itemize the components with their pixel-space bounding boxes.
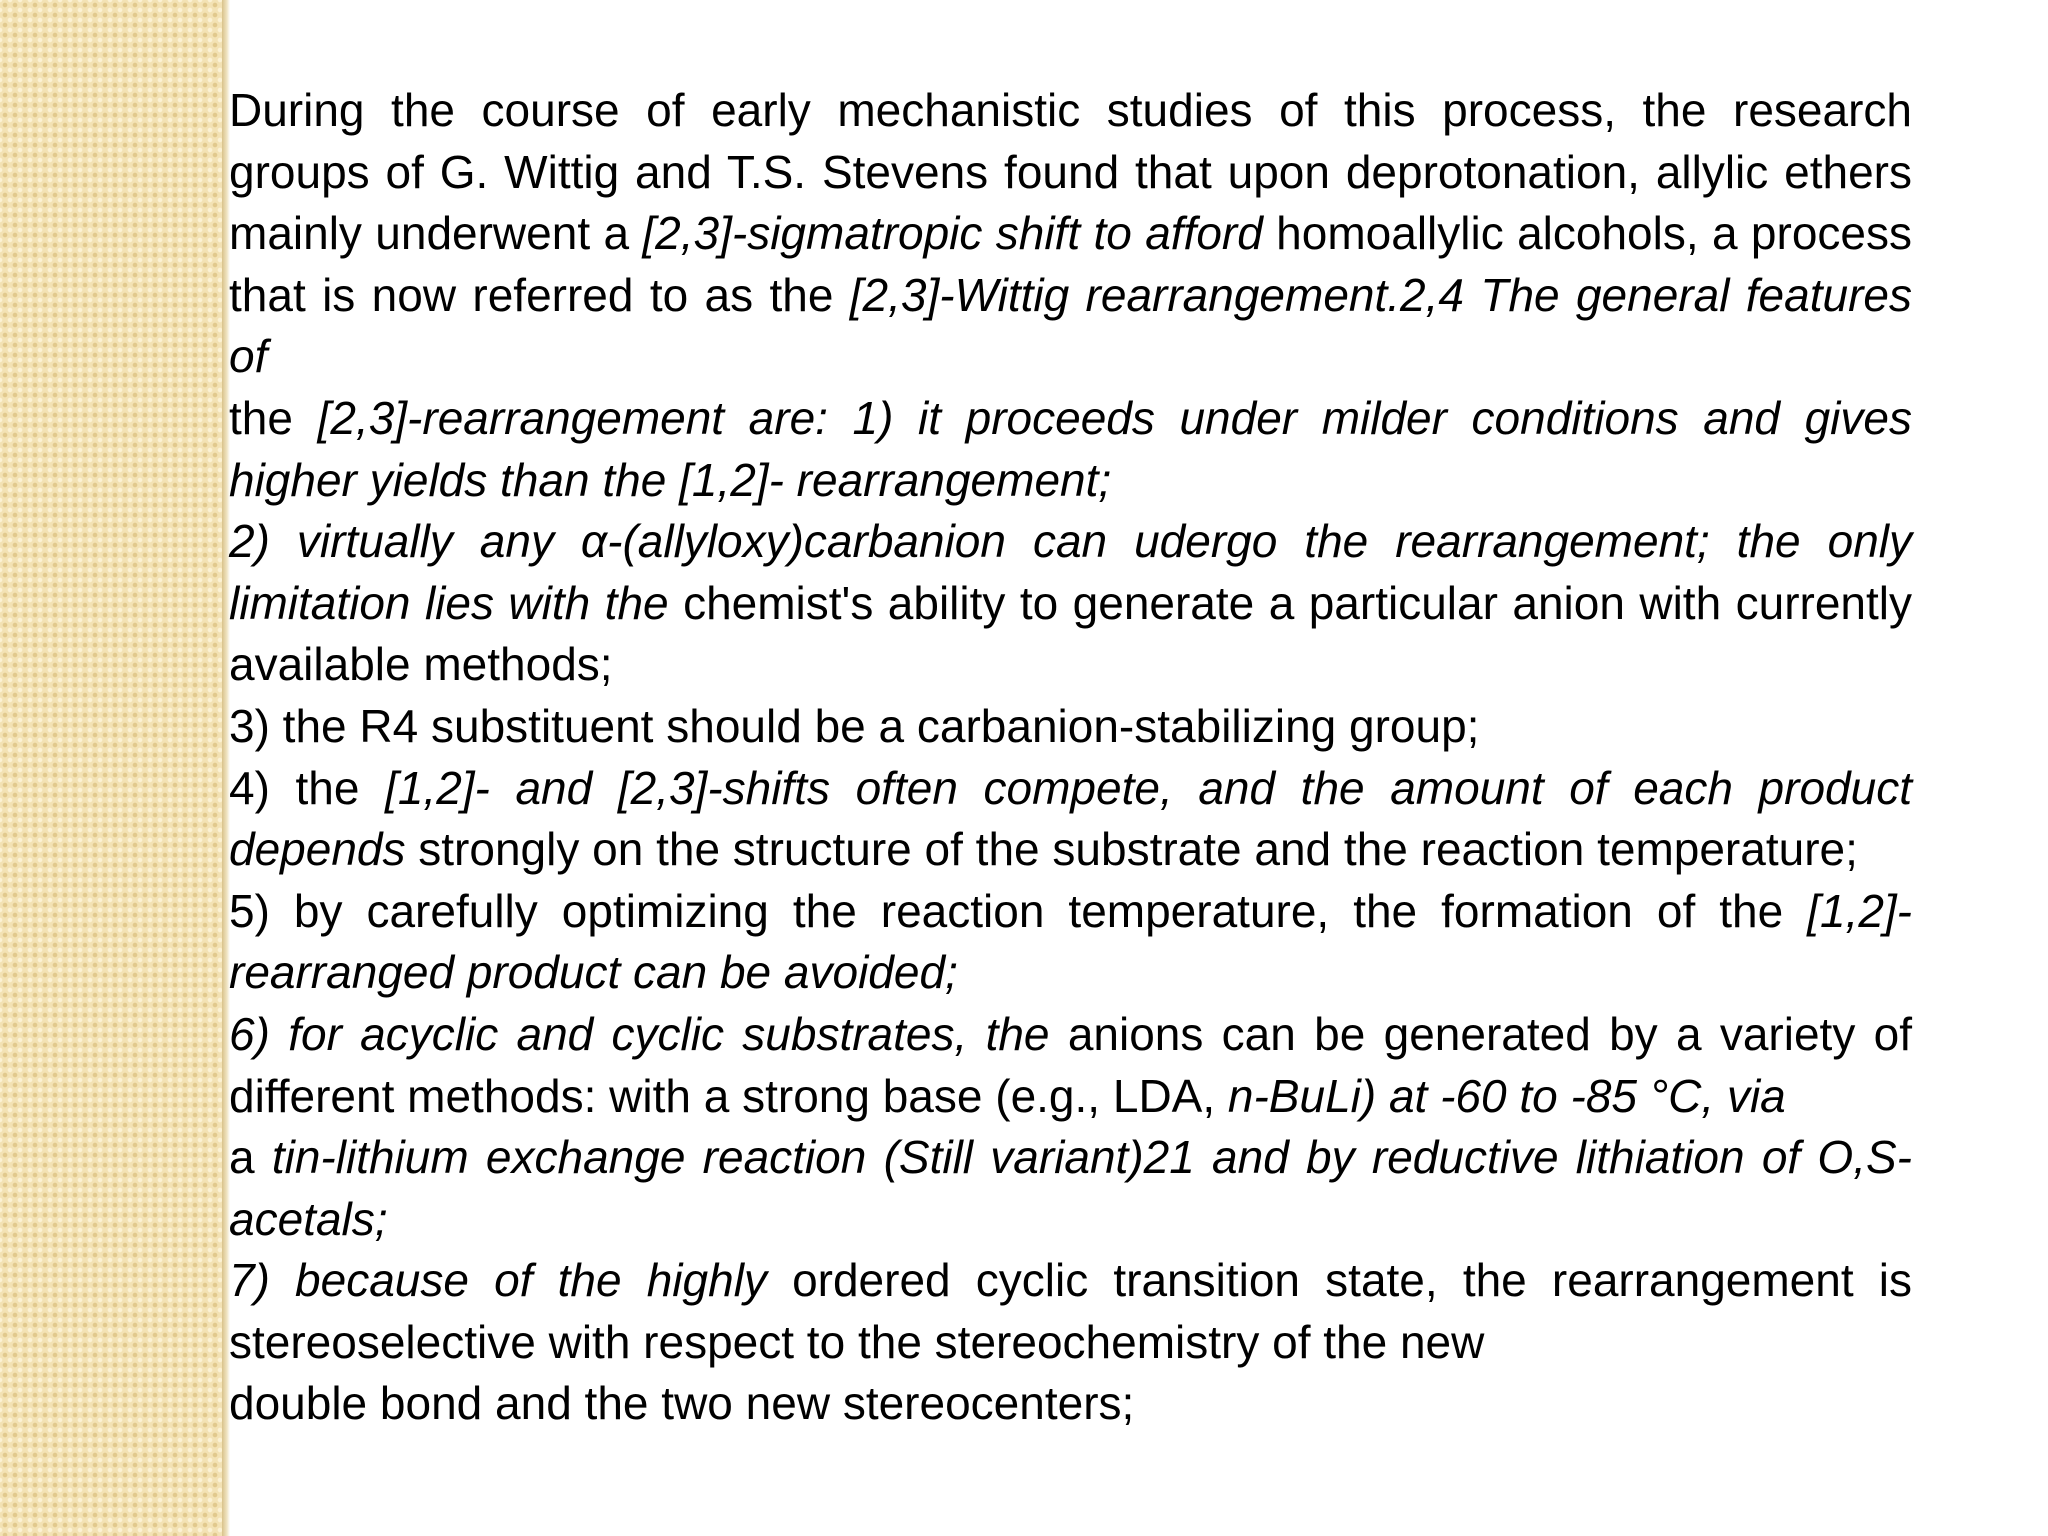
text-segment: the — [229, 391, 318, 444]
text-segment: chemist's ability to generate a particular anion with currently available methods; — [229, 576, 1912, 691]
text-segment: [2,3]-sigmatropic shift to afford — [642, 207, 1263, 260]
text-segment: 5) by carefully optimizing the reaction temperature, the formation of the — [229, 884, 1808, 937]
paragraph-feature-2 — [229, 511, 1912, 696]
text-segment: anions can be generated by a variety of different methods: with a strong base (e.g., LDA, — [229, 1007, 1912, 1122]
text-segment: n-BuLi) at -60 to -85 °C, via — [1227, 1069, 1786, 1122]
text-segment: [1,2]- and [2,3]-shifts often compete, and the amount of each product depends — [229, 761, 1912, 876]
text-segment: 7) because of the highly — [229, 1254, 767, 1307]
text-segment: 2) virtually any α-(allyloxy)carbanion can udergo the rearrangement; the only limitation lies with the — [229, 515, 1912, 629]
text-segment: strongly on the structure of the substrate and the reaction temperature; — [405, 823, 1858, 876]
text-segment: During the course of early mechanistic studies of this process, the research groups of G. Wittig and T.S. Stevens found that upon deprotonation, allylic ethers mainly underwent a — [229, 84, 1912, 260]
paragraph-feature-3 — [229, 696, 1912, 758]
paragraph-feature-4 — [229, 758, 1912, 881]
text-segment: 3) the R4 substituent should be a carbanion-stabilizing group; — [229, 699, 1480, 752]
paragraph-feature-1 — [229, 388, 1912, 511]
text-segment: double bond and the two new stereocenters; — [229, 1377, 1135, 1430]
text-segment: 4) the — [229, 761, 386, 814]
paragraph-feature-5 — [229, 881, 1912, 1004]
decorative-sidebar — [0, 0, 222, 1536]
text-segment: homoallylic alcohols, a process that is now referred to as the — [229, 207, 1912, 321]
text-segment: 6) for acyclic and cyclic substrates, the — [229, 1007, 1050, 1060]
text-segment: [2,3]-rearrangement are: 1) it proceeds under milder conditions and gives higher yields than the [1,2]- rearrangement; — [229, 391, 1912, 506]
text-segment: a — [229, 1131, 272, 1184]
text-segment: ordered cyclic transition state, the rearrangement is stereoselective with respect to the stereochemistry of the new — [229, 1254, 1913, 1368]
paragraph-feature-6 — [229, 1004, 1912, 1127]
text-segment: tin-lithium exchange reaction (Still variant)21 and by reductive lithiation of O,S-acetals; — [229, 1131, 1912, 1245]
paragraph-feature-6-cont — [229, 1127, 1912, 1250]
text-segment: [1,2]-rearranged product can be avoided; — [229, 884, 1912, 999]
text-segment: [2,3]-Wittig rearrangement.2,4 The general features of — [229, 268, 1912, 383]
body-text — [229, 80, 1912, 1435]
paragraph-feature-7 — [229, 1250, 1912, 1373]
paragraph-intro — [229, 80, 1912, 388]
paragraph-feature-7-cont — [229, 1373, 1912, 1435]
